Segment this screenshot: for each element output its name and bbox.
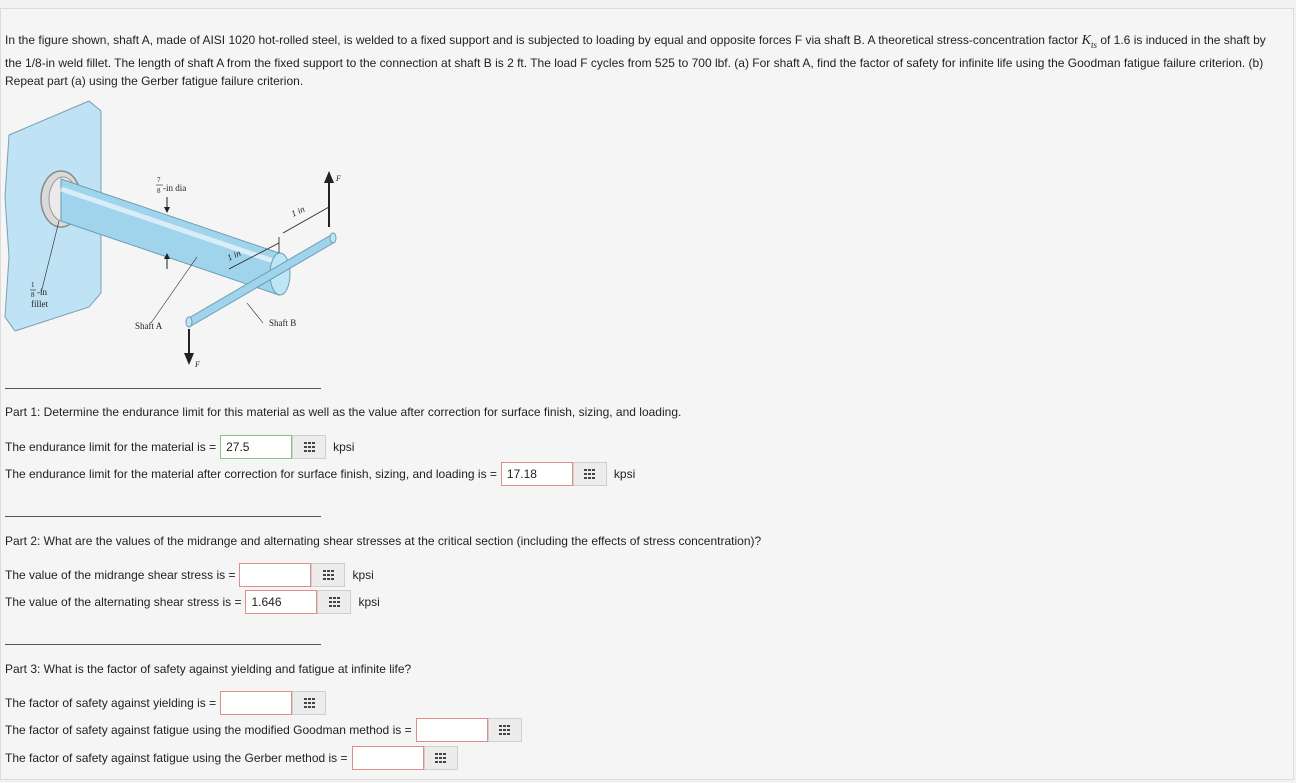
part1-q1-unit: kpsi (333, 440, 355, 454)
part1-q2-unit: kpsi (613, 467, 636, 481)
part2-q2-grid-button[interactable] (317, 590, 351, 614)
force-bottom-label: F (195, 360, 200, 369)
part2-q2-row (5, 589, 380, 615)
dia-label-numerator: 7 (157, 176, 161, 184)
shaft-a-label: Shaft A (135, 321, 163, 331)
one-in-top-label: 1 in (289, 203, 307, 219)
part3-q1-label: The factor of safety against yielding is = (5, 696, 217, 710)
part3-q3-row (5, 745, 458, 771)
grid-icon (584, 469, 595, 479)
dia-label-text: -in dia (163, 183, 187, 193)
grid-icon (329, 597, 340, 607)
shaft-b-end-right (330, 233, 336, 243)
alternating-shear-stress-input[interactable] (245, 590, 317, 614)
shaft-b-end-left (186, 317, 192, 327)
grid-icon (323, 570, 334, 580)
shaft-b-leader (247, 303, 263, 323)
part1-q2-label: The endurance limit for the material after correction for surface finish, sizing, and loading is = (5, 467, 497, 481)
fillet-label-numerator: 1 (31, 281, 35, 289)
kts-symbol: $K_{ts}$ (1081, 33, 1097, 50)
endurance-limit-input[interactable] (220, 435, 292, 459)
problem-statement (5, 31, 1280, 90)
dia-label-denominator: 8 (157, 187, 161, 195)
part3-q1-grid-button[interactable] (292, 691, 326, 715)
gerber-safety-factor-input[interactable] (352, 746, 424, 770)
grid-icon (304, 442, 315, 452)
shaft-a-leader (151, 257, 197, 323)
part3-q2-label: The factor of safety against fatigue using the modified Goodman method is = (5, 723, 412, 737)
problem-text-after: of 1.6 is induced in the shaft by the 1/8-in weld fillet. The length of shaft A from the fixed support to the connection at shaft B is 2 ft. The load F cycles from 525 to 700 lbf. (a) For shaft A, find the factor of safety for infinite life using the Goodman fatigue failure criterion. (b) Repeat part (a) using the Gerber fatigue failure criterion. (5, 33, 1266, 88)
part1-q2-row (5, 461, 635, 487)
shaft-diagram (1, 97, 361, 379)
part3-title: Part 3: What is the factor of safety against yielding and fatigue at infinite life? (5, 662, 412, 676)
force-top-arrowhead (324, 171, 334, 183)
part2-q1-label: The value of the midrange shear stress is = (5, 568, 236, 582)
part2-q1-row (5, 562, 374, 588)
divider-part3 (5, 644, 321, 645)
part1-q1-label: The endurance limit for the material is = (5, 440, 217, 454)
part2-q2-label: The value of the alternating shear stress is = (5, 595, 242, 609)
fillet-label-word: fillet (31, 299, 48, 309)
part3-q1-row (5, 690, 326, 716)
part1-q1-row (5, 434, 354, 460)
part2-q1-grid-button[interactable] (311, 563, 345, 587)
dia-arrowhead-top (164, 207, 170, 213)
part3-q3-grid-button[interactable] (424, 746, 458, 770)
part3-q2-row (5, 717, 522, 743)
grid-icon (304, 698, 315, 708)
problem-text-before: In the figure shown, shaft A, made of AISI 1020 hot-rolled steel, is welded to a fixed support and is subjected to loading by equal and opposite forces F via shaft B. A theoretical stress-concentration factor (5, 33, 1082, 47)
part3-q2-grid-button[interactable] (488, 718, 522, 742)
force-top-label: F (336, 174, 341, 183)
part2-q1-unit: kpsi (352, 568, 374, 582)
force-bottom-arrowhead (184, 353, 194, 365)
part1-q2-grid-button[interactable] (573, 462, 607, 486)
yield-safety-factor-input[interactable] (220, 691, 292, 715)
corrected-endurance-limit-input[interactable] (501, 462, 573, 486)
part3-q3-label: The factor of safety against fatigue using the Gerber method is = (5, 751, 348, 765)
shaft-b-label: Shaft B (269, 318, 297, 328)
midrange-shear-stress-input[interactable] (239, 563, 311, 587)
grid-icon (435, 753, 446, 763)
part1-title: Part 1: Determine the endurance limit for this material as well as the value after correction for surface finish, sizing, and loading. (5, 405, 682, 419)
shaft-figure (1, 97, 361, 379)
goodman-safety-factor-input[interactable] (416, 718, 488, 742)
fillet-label-in: -in (37, 287, 47, 297)
divider-part1 (5, 388, 321, 389)
grid-icon (499, 725, 510, 735)
part2-title: Part 2: What are the values of the midrange and alternating shear stresses at the critical section (including the effects of stress concentration)? (5, 534, 762, 548)
fillet-label-denominator: 8 (31, 291, 35, 299)
part2-q2-unit: kpsi (358, 595, 380, 609)
divider-part2 (5, 516, 321, 517)
part1-q1-grid-button[interactable] (292, 435, 326, 459)
one-in-mid-label: 1 in (225, 247, 243, 263)
page (0, 8, 1294, 780)
